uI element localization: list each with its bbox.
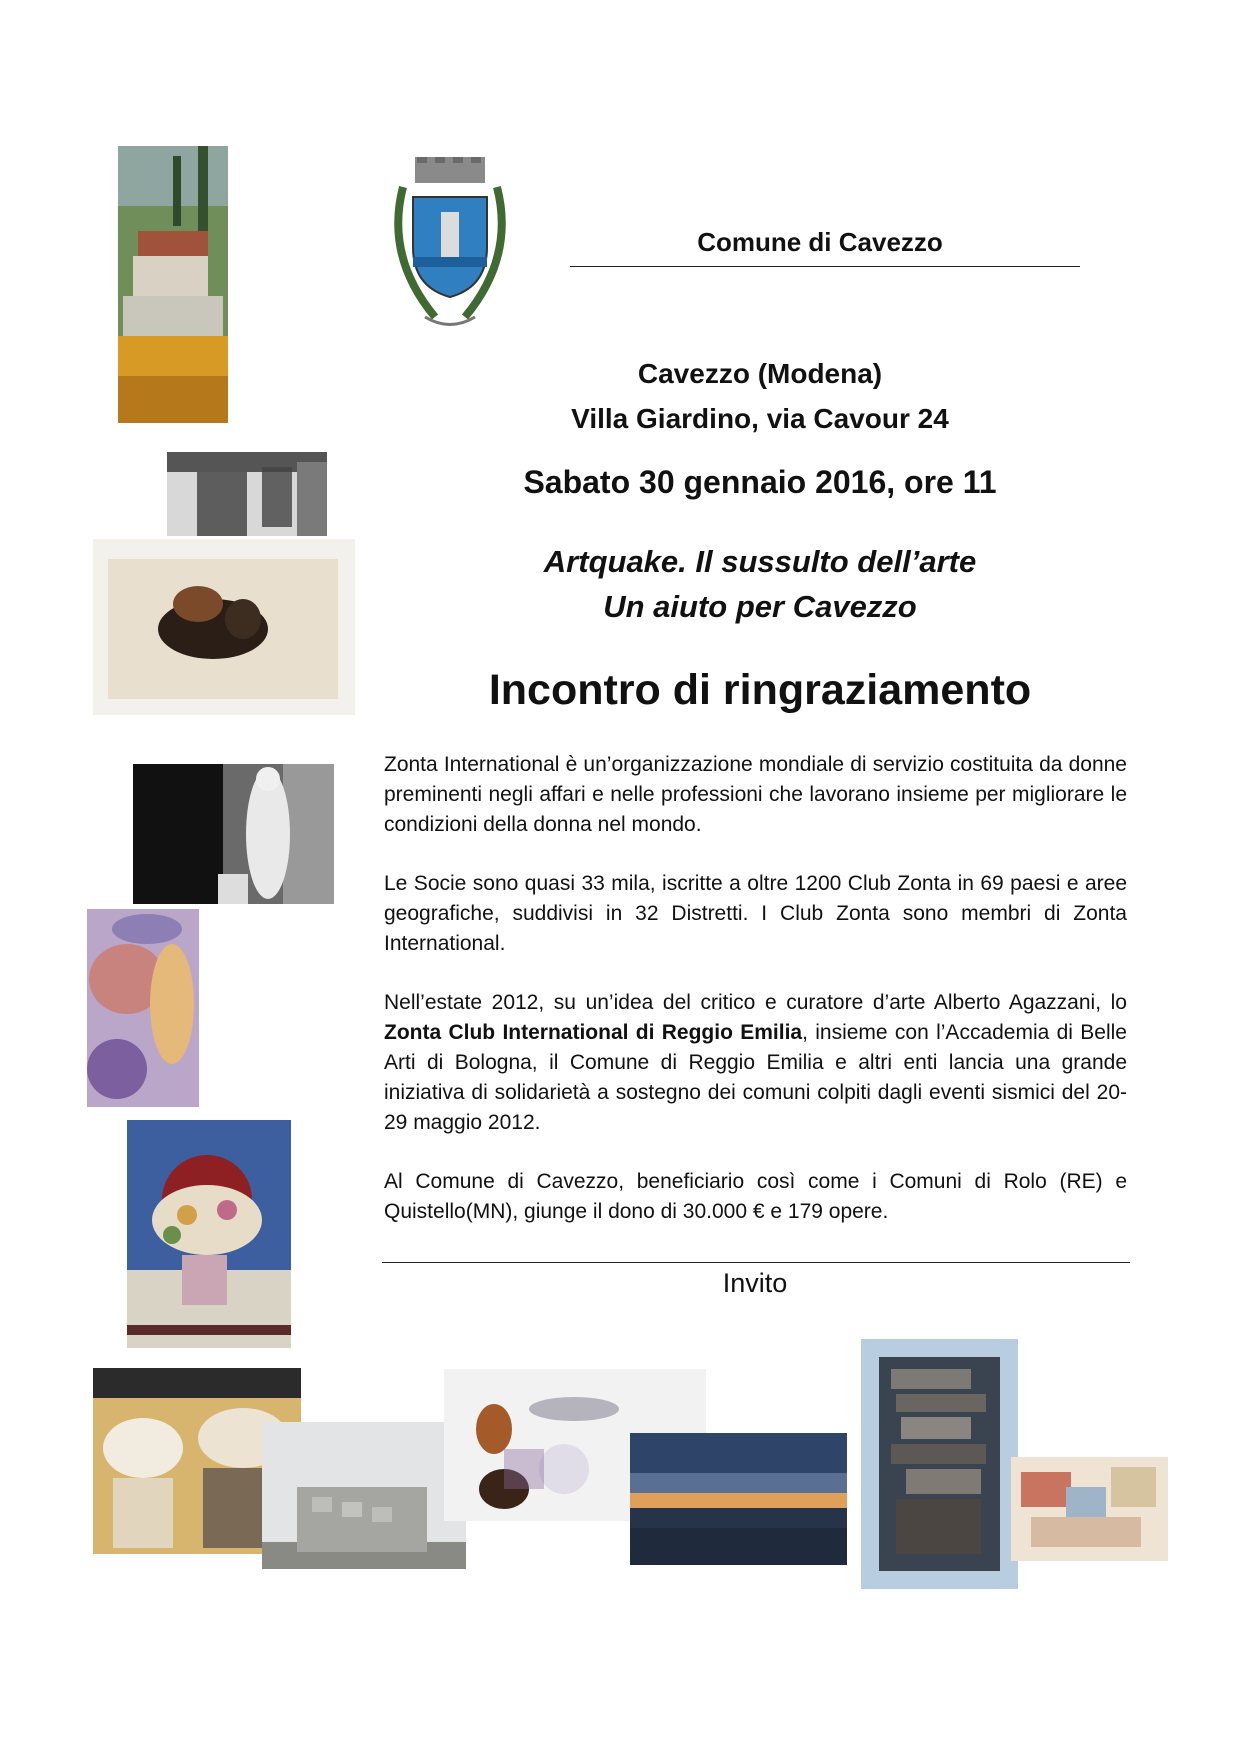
paragraph-initiative: Nell’estate 2012, su un’idea del critico e curatore d’arte Alberto Agazzani, lo Zonta Club International di Reggio Emilia, insieme con l’Accademia di Belle Arti di Bologna, il Comune di Reggio Emilia e altri enti lancia una grande iniziativa di solidarietà a sostegno dei comuni colpiti dagli eventi sismici del 20-29 maggio 2012. bbox=[384, 991, 1127, 1134]
club-name: Zonta Club International di Reggio Emilia bbox=[384, 1021, 803, 1044]
event-subtitle-1: Artquake. Il sussulto dell’arte bbox=[543, 544, 977, 579]
event-place: Cavezzo (Modena) bbox=[637, 358, 883, 389]
artwork-ink-stain bbox=[93, 539, 355, 715]
artwork-landscape-village bbox=[118, 146, 228, 423]
municipality-name: Comune di Cavezzo bbox=[697, 227, 943, 257]
event-date: Sabato 30 gennaio 2016, ore 11 bbox=[523, 464, 997, 500]
invitation-label: Invito bbox=[722, 1268, 788, 1298]
artwork-mixed-media bbox=[1011, 1457, 1168, 1561]
body-text bbox=[384, 750, 1127, 1256]
coat-of-arms-emblem bbox=[385, 157, 515, 335]
header-divider bbox=[570, 266, 1080, 267]
artwork-driftwood-box bbox=[861, 1339, 1018, 1589]
event-venue: Villa Giardino, via Cavour 24 bbox=[571, 403, 949, 434]
footer-divider bbox=[382, 1262, 1130, 1263]
event-subtitle-2: Un aiuto per Cavezzo bbox=[603, 589, 917, 624]
artwork-sunset-photo bbox=[630, 1433, 847, 1565]
paragraph-zonta-intro: Zonta International è un’organizzazione mondiale di servizio costituita da donne preminenti negli affari e nelle professioni che lavorano insieme per migliorare le condizioni della donna nel mondo. bbox=[384, 753, 1127, 836]
artwork-abstract-pink bbox=[87, 909, 199, 1107]
paragraph-donation: Al Comune di Cavezzo, beneficiario così come i Comuni di Rolo (RE) e Quistello(MN), giunge il dono di 30.000 € e 179 opere. bbox=[384, 1170, 1127, 1223]
event-heading: Incontro di ringraziamento bbox=[488, 666, 1032, 714]
artwork-flower-vase bbox=[127, 1120, 291, 1348]
artwork-statue-photo bbox=[133, 764, 334, 904]
artwork-sketch-interior bbox=[167, 452, 327, 536]
artwork-concrete-blocks bbox=[262, 1422, 466, 1569]
paragraph-members: Le Socie sono quasi 33 mila, iscritte a oltre 1200 Club Zonta in 69 paesi e aree geografiche, suddivisi in 32 Distretti. I Club Zonta sono membri di Zonta International. bbox=[384, 872, 1127, 955]
